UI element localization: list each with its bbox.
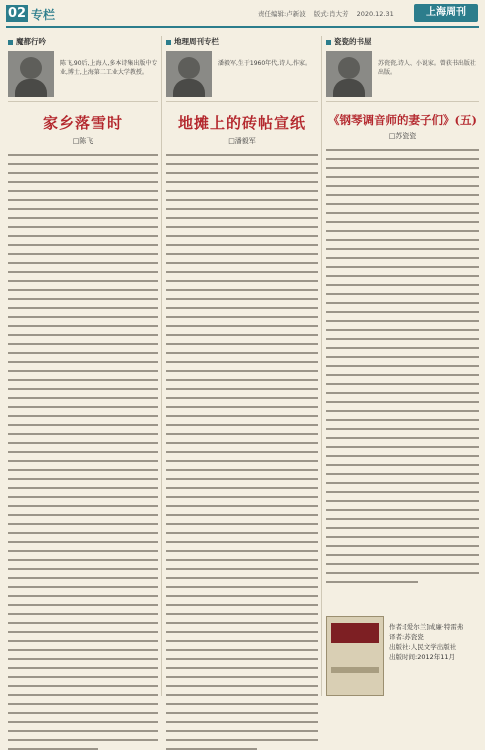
author-photo	[8, 51, 54, 97]
header-meta	[258, 9, 400, 18]
author-photo	[166, 51, 212, 97]
article-body	[326, 149, 479, 583]
book-date: 出版时间:2012年11月	[389, 653, 456, 661]
author-bio	[326, 51, 479, 102]
masthead: 上海周刊	[414, 4, 478, 22]
book-publisher: 出版社:人民文学出版社	[389, 643, 457, 651]
author-bio-text: 陈飞,90后,上海人,多本诗集出版中专业,博士,上海第二工业大学教授。	[60, 60, 158, 76]
meta-layout: 版式:肖大芳	[313, 10, 349, 18]
article-title: 家乡落雪时	[42, 114, 123, 132]
book-translator: 译者:苏瓷瓷	[389, 633, 424, 641]
book-info	[326, 616, 479, 696]
column-divider	[321, 36, 322, 696]
article-title: 地摊上的砖帖宣纸	[177, 114, 306, 132]
article-byline: □陈飞	[72, 137, 94, 145]
column-kicker: 瓷瓷的书屋	[326, 36, 479, 47]
meta-editor: 责任编辑:卢新波	[258, 10, 306, 18]
article-body	[8, 154, 158, 750]
section-name: 专栏	[31, 8, 56, 22]
book-details	[389, 622, 463, 662]
column-kicker: 地理周刊专栏	[166, 36, 318, 47]
article-byline: □苏瓷瓷	[388, 132, 417, 140]
author-bio	[8, 51, 158, 102]
author-bio-text: 潘毅军,生于1960年代,诗人,作家。	[218, 60, 311, 67]
column-2	[166, 36, 318, 696]
header-rule	[6, 26, 479, 28]
page-number: 02	[7, 6, 27, 21]
column-kicker: 魔都行吟	[8, 36, 158, 47]
square-icon	[326, 40, 331, 45]
square-icon	[166, 40, 171, 45]
column-3	[326, 36, 479, 696]
column-divider	[161, 36, 162, 696]
article-byline: □潘毅军	[228, 137, 256, 145]
meta-date: 2020.12.31	[356, 10, 394, 18]
article-body	[166, 154, 318, 750]
article-title: 《钢琴调音师的妻子们》(五)	[328, 113, 477, 127]
author-bio	[166, 51, 318, 102]
page-header	[0, 0, 485, 26]
book-author: 作者:[爱尔兰]成廉·特雷弗	[389, 623, 464, 631]
column-1	[8, 36, 158, 696]
book-cover	[326, 616, 384, 696]
author-photo	[326, 51, 372, 97]
square-icon	[8, 40, 13, 45]
author-bio-text: 苏瓷瓷,诗人、小说家。曾获书出版社出版。	[378, 60, 476, 76]
